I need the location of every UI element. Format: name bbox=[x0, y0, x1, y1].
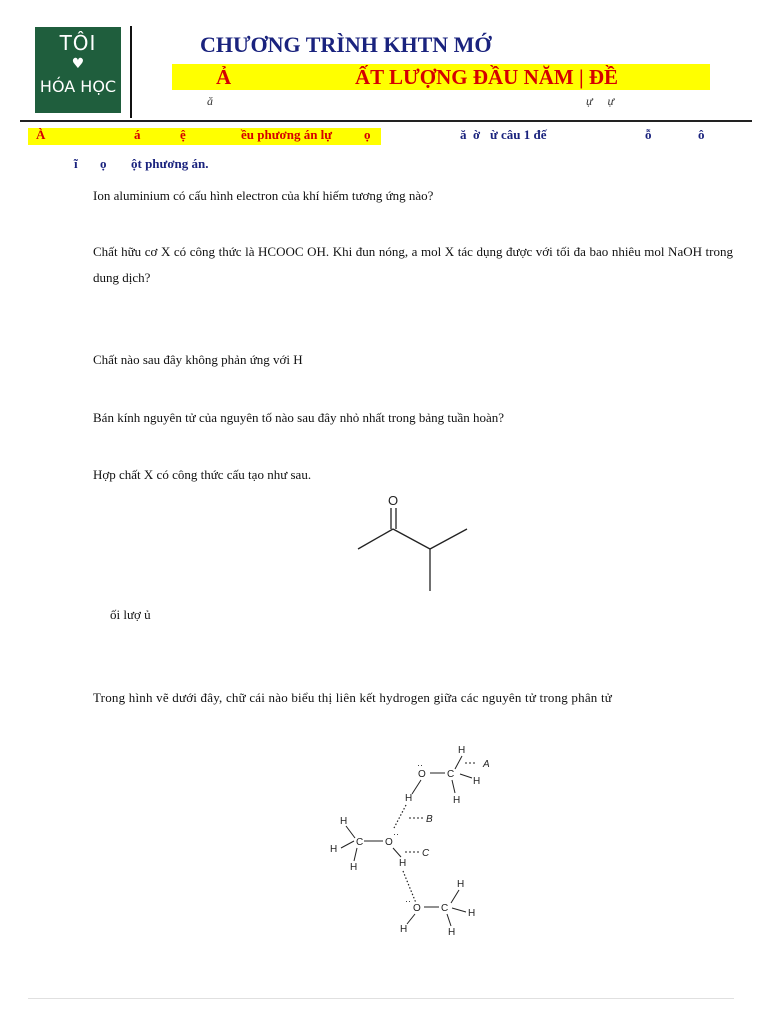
h-bottom-hydroxyl: H bbox=[400, 924, 408, 935]
banner-text-right: ẤT LƯỢNG ĐẦU NĂM | ĐỀ bbox=[355, 65, 619, 89]
question-5: Hợp chất X có công thức cấu tạo như sau. bbox=[93, 467, 312, 482]
question-3: Chất nào sau đây không phản ứng với H bbox=[93, 352, 303, 367]
section-part1: À bbox=[36, 127, 46, 142]
header-divider-vertical bbox=[130, 26, 132, 118]
h-hydroxyl-middle: H bbox=[399, 858, 407, 869]
h-top-bottom: H bbox=[453, 795, 461, 806]
header-divider bbox=[20, 120, 752, 122]
heart-icon: ♥ bbox=[71, 56, 85, 72]
h-middle-bottom: H bbox=[350, 862, 358, 873]
label-b: B bbox=[426, 814, 433, 825]
question-6: ối lượ ủ bbox=[110, 607, 151, 622]
lone-pair-top: ·· bbox=[417, 760, 423, 770]
o-top: O bbox=[418, 769, 426, 780]
h-bottom-lower: H bbox=[448, 927, 456, 938]
h-bottom-right: H bbox=[468, 908, 476, 919]
section-line2b: ọ bbox=[100, 156, 107, 171]
h-top: H bbox=[458, 745, 466, 756]
logo-line2: HÓA HỌC bbox=[39, 77, 117, 96]
section-line2a: ĩ bbox=[74, 156, 78, 171]
hydrogen-bond-diagram bbox=[320, 738, 510, 948]
h-bottom-top: H bbox=[457, 879, 465, 890]
label-c: C bbox=[422, 848, 430, 859]
section-part5: ọ bbox=[364, 127, 371, 142]
logo-line1: TÔI bbox=[59, 31, 97, 55]
section-part8: ô bbox=[698, 127, 705, 142]
h-hydroxyl-top: H bbox=[405, 793, 413, 804]
c-middle: C bbox=[356, 837, 364, 848]
section-part4: ều phương án lự bbox=[241, 127, 333, 142]
h-top-right: H bbox=[473, 776, 481, 787]
o-middle: O bbox=[385, 837, 393, 848]
section-part7: ỗ bbox=[645, 127, 652, 142]
section-part6: ă ờ ừ câu 1 đế bbox=[460, 127, 547, 142]
question-7: Trong hình vẽ dưới đây, chữ cái nào biểu thị liên kết hydrogen giữa các nguyên tử trong phân tử bbox=[93, 690, 613, 705]
question-1: Ion aluminium có cấu hình electron của khí hiếm tương ứng nào? bbox=[93, 188, 434, 203]
c-top: C bbox=[447, 769, 455, 780]
page-title: CHƯƠNG TRÌNH KHTN MỚ bbox=[200, 32, 492, 57]
question-4: Bán kính nguyên tử của nguyên tố nào sau đây nhỏ nhất trong bảng tuần hoàn? bbox=[93, 410, 505, 425]
h-middle-top: H bbox=[340, 816, 348, 827]
h-middle-left: H bbox=[330, 844, 338, 855]
o-bottom: O bbox=[413, 903, 421, 914]
logo bbox=[35, 27, 121, 113]
question-2: Chất hữu cơ X có công thức là HCOOC OH. Khi đun nóng, a mol X tác dụng được với tối đa bao nhiêu mol NaOH trong dung dịch? bbox=[93, 244, 733, 285]
label-a: A bbox=[483, 759, 490, 770]
banner-text-left: Ả bbox=[216, 65, 232, 89]
ketone-structure bbox=[350, 490, 480, 600]
oxygen-label: O bbox=[388, 493, 399, 508]
section-part3: ệ bbox=[180, 127, 186, 142]
section-part2: á bbox=[134, 127, 141, 142]
section-line2c: ột phương án. bbox=[131, 156, 209, 171]
footer-divider bbox=[28, 998, 734, 999]
subtitle-left: ă bbox=[207, 94, 213, 108]
lone-pair-middle: ·· bbox=[393, 829, 399, 839]
lone-pair-bottom: ·· bbox=[405, 896, 411, 906]
c-bottom: C bbox=[441, 903, 449, 914]
subtitle-right: ự ự bbox=[586, 94, 615, 108]
